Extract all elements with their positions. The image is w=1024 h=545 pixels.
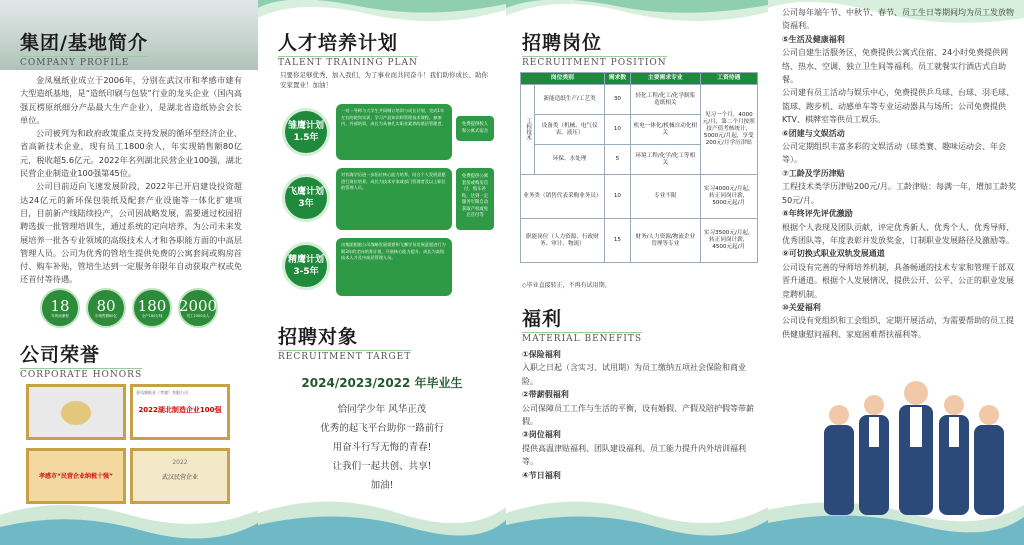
benefits-list — [522, 348, 756, 482]
benefits-subtitle: MATERIAL BENEFITS — [522, 334, 643, 344]
table-row: 工程技术 新能造纸生产/工艺类 30 轻化工程/化工/化学制浆造纸相关 见习一个月，4000元/月，第二个月按照技产值考核统计，5000元/月起，享受200元/月学历津贴 — [521, 85, 758, 115]
honor-certificate: 孝感市“民营企业纳税十强” — [26, 448, 126, 504]
panel-training — [258, 0, 506, 545]
positions-title: 招聘岗位 — [522, 32, 603, 54]
plan-badge: 雏鹰计划 1.5年 — [282, 108, 330, 156]
honors-header — [20, 340, 142, 380]
profile-paragraph: 公司目前迈向飞速发展阶段，2022年已开启建设投资超达24亿元的新环保包装纸及配套产业设施等一体化扩建项目，目前新产线陆续投产，公司因战略发展，需要通过校园招聘选拔一批管理培训生，通过系统的定向培养，为公司未来发展培养一批各专业领域的高级技术人才和各职能方面的中高层管理人员。公司为优秀的管培生提供免费的公寓套间或购房首付、购车补贴，管培生达到一定服务年限年自动获取产权或免还首付等待遇。 — [20, 181, 242, 285]
plan-badge: 精鹰计划 3-5年 — [282, 242, 330, 290]
benefit-text: 入职之日起（含实习、试用期）为员工缴纳五项社会保险和商业险。 — [522, 363, 746, 386]
profile-title: 集团/基地简介 — [20, 32, 148, 54]
benefit-heading: ⑩关爱福利 — [782, 302, 821, 312]
poem-line: 用奋斗行写无悔的青春! — [332, 442, 432, 453]
benefit-text: 根据个人表现及团队贡献，评定优秀新人、优秀个人、优秀导师、优秀团队等，年度表彰并发放奖金，订制职业发展路径及激励等。 — [782, 222, 1014, 245]
profile-paragraph: 公司被列为和政府政策重点支持发展的循环型经济企业、省高新技术企业，现有员工1800余人，年实现销售额80亿元，税收超5.6亿元。2022年名列湖北民营企业100强，湖北民营企业制造业100强第45位。 — [20, 128, 242, 179]
training-header — [278, 28, 418, 68]
benefit-text: 公司设有党组织和工会组织，定期开展活动，为需要帮助的员工提供健康慰问福利、家庭困难帮扶福利等。 — [782, 316, 1014, 339]
table-row: 业务类（销售代表采购业务员） 10 专业不限 实习4000元/月起，转正同岗计薪，5000元起/月 — [521, 175, 758, 219]
profile-text — [20, 74, 242, 287]
plan-description: 一对一导师与大学生共同制订培训与成长计划，完成1年左右的轮岗实训，学习产品知识和管理技术课程，参加内、外部培训，成长为具备扎实职业素养的基层管理者。 — [336, 104, 452, 160]
benefit-heading: ⑦工龄及学历津贴 — [782, 168, 845, 178]
wave-decoration — [506, 485, 768, 545]
panel-benefits — [768, 0, 1024, 545]
stat-circle: 18 年风雨兼程 — [40, 288, 80, 328]
benefits-header — [522, 304, 642, 344]
honor-certificate — [26, 384, 126, 440]
benefit-heading: ①保险福利 — [522, 350, 561, 359]
target-poem — [258, 400, 506, 495]
benefit-heading: ⑨可切换式职业双轨发展通道 — [782, 249, 885, 259]
plan-benefit: 免费提供校人和公寓式宿舍 — [456, 116, 494, 141]
benefits-continued — [782, 6, 1016, 341]
benefit-text: 公司每年端午节、中秋节、春节、员工生日等期间均为员工发放物资福利。 — [782, 8, 1014, 31]
honor-certificate: 金凤凰纸业（孝感）有限公司 2022湖北制造企业100强 — [130, 384, 230, 440]
plan-card — [282, 238, 494, 296]
poem-line: 让我们一起共创、共享! — [332, 461, 432, 472]
profile-header — [20, 28, 148, 68]
benefits-title: 福利 — [522, 308, 563, 330]
plan-description: 对有海学历进一步拓位核心能力培养，结合个人发展意愿进行岗位培养，成长为技术专家或部门管理者及以上职位的管理人员。 — [336, 168, 452, 230]
benefit-heading: ⑤生活及健康福利 — [782, 34, 845, 44]
benefit-heading: ③岗位福利 — [522, 430, 561, 440]
panel-positions — [506, 0, 768, 545]
plan-badge: 飞鹰计划 3年 — [282, 174, 330, 222]
medal-icon — [61, 401, 91, 425]
training-intro: 只要你足够优秀，加入我们，为了事业而共同奋斗！我们助你成长、助你安家置业！加油！ — [280, 71, 488, 89]
benefit-heading: ⑥团建与文娱活动 — [782, 128, 845, 138]
training-title: 人才培养计划 — [278, 32, 399, 54]
benefit-text: 公司建有员工活动与娱乐中心，免费提供乒乓球、台球、羽毛球、篮球、跑步机、动感单车等专业运动器具与场所；公司免费提供KTV、棋牌室等供员工娱乐。 — [782, 88, 1014, 125]
table-row: 环保、水处理 5 环境工程/化学/化工等相关 — [521, 145, 758, 175]
training-subtitle: TALENT TRAINING PLAN — [278, 58, 418, 68]
positions-note: ◇毕业直接转正，不再有试用期。 — [522, 282, 611, 289]
positions-subtitle: RECRUITMENT POSITION — [522, 58, 667, 68]
benefit-text: 公司设有完善的导师培养机制，具备畅通的技术专家和管理干部双晋升通道。根据个人发展情况，提供公开、公平、公正的职业发展竞聘机制。 — [782, 262, 1014, 299]
honors-subtitle: CORPORATE HONORS — [20, 370, 143, 380]
honors-title: 公司荣誉 — [20, 344, 101, 366]
business-team-image — [814, 365, 1014, 515]
plan-card — [282, 104, 494, 160]
honor-certificate: 2022 武汉民营企业 — [130, 448, 230, 504]
profile-subtitle: COMPANY PROFILE — [20, 56, 148, 68]
benefit-text: 公司保障员工工作与生活的平衡，设有婚假、产假及陪护假等带薪假。 — [522, 403, 754, 427]
table-row: 设备类（机械、电气仪表、液压） 10 机电一体化/机械自动化相关 — [521, 115, 758, 145]
positions-table — [520, 72, 758, 263]
panel-company — [0, 0, 258, 545]
positions-header — [522, 28, 667, 68]
stat-circle: 2000 员工2000余人 — [178, 288, 218, 328]
benefit-text: 公司定期组织丰富多彩的文娱活动（球类赛、趣味运动会、年会等）。 — [782, 142, 1006, 165]
plan-benefit: 免费提供公寓套房或购房首付，购车补贴，达到一定服务年限自动获取产权或免还首付等 — [456, 168, 494, 230]
benefit-text: 公司自建生活服务区，免费提供公寓式住宿、24小时免费提供网络、热水、空调、独立卫生间等福利。员工就餐实行酒店式自助餐。 — [782, 48, 1009, 85]
plan-description: 由集团根据公司战略发展需要和飞鹰学员发展意愿进行为期3年的定向培养计划，开展核心能力提升，成长为高级技术人才及中高层管理人员。 — [336, 238, 452, 296]
stats-row — [40, 288, 218, 328]
target-subtitle: RECRUITMENT TARGET — [278, 352, 412, 362]
poem-line: 加油! — [370, 480, 394, 491]
table-row: 职能岗位（人力资源、行政财务、审计、物流） 15 财务/人力资源/物流企业管理等专业 实习3500元/月起，转正同岗计薪，4500元起/月 — [521, 219, 758, 263]
stat-circle: 80 年销售额80亿 — [86, 288, 126, 328]
target-years: 2024/2023/2022 年毕业生 — [301, 376, 463, 390]
table-header-row: 岗位类别 需求数 主要需求专业 工资待遇 — [521, 73, 758, 85]
benefit-heading: ④节日福利 — [522, 470, 561, 480]
benefit-heading: ⑧年终评先评优激励 — [782, 209, 853, 219]
profile-paragraph: 金凤凰纸业成立于2006年，分别在武汉市和孝感市建有大型造纸基地，是“造纸印刷与包装”行业的龙头企业（国内高强瓦楞原纸细分产品最大生产企业），是湖北省造纸协会会长单位。 — [20, 75, 242, 125]
poem-line: 恰同学少年 风华正茂 — [337, 404, 427, 415]
benefit-text: 提供高温津贴福利、团队建设福利、员工能力提升内外培训福利等。 — [522, 443, 746, 467]
benefit-text: 工程技术类学历津贴200元/月。工龄津贴：每满一年，增加工龄奖50元/月。 — [782, 182, 1016, 205]
target-header — [278, 322, 411, 362]
poem-line: 优秀的起飞平台助你一路前行 — [320, 423, 444, 434]
benefit-heading: ②带薪假福利 — [522, 390, 569, 400]
plan-card — [282, 168, 494, 230]
target-title: 招聘对象 — [278, 326, 359, 348]
stat-circle: 180 全产180万吨 — [132, 288, 172, 328]
